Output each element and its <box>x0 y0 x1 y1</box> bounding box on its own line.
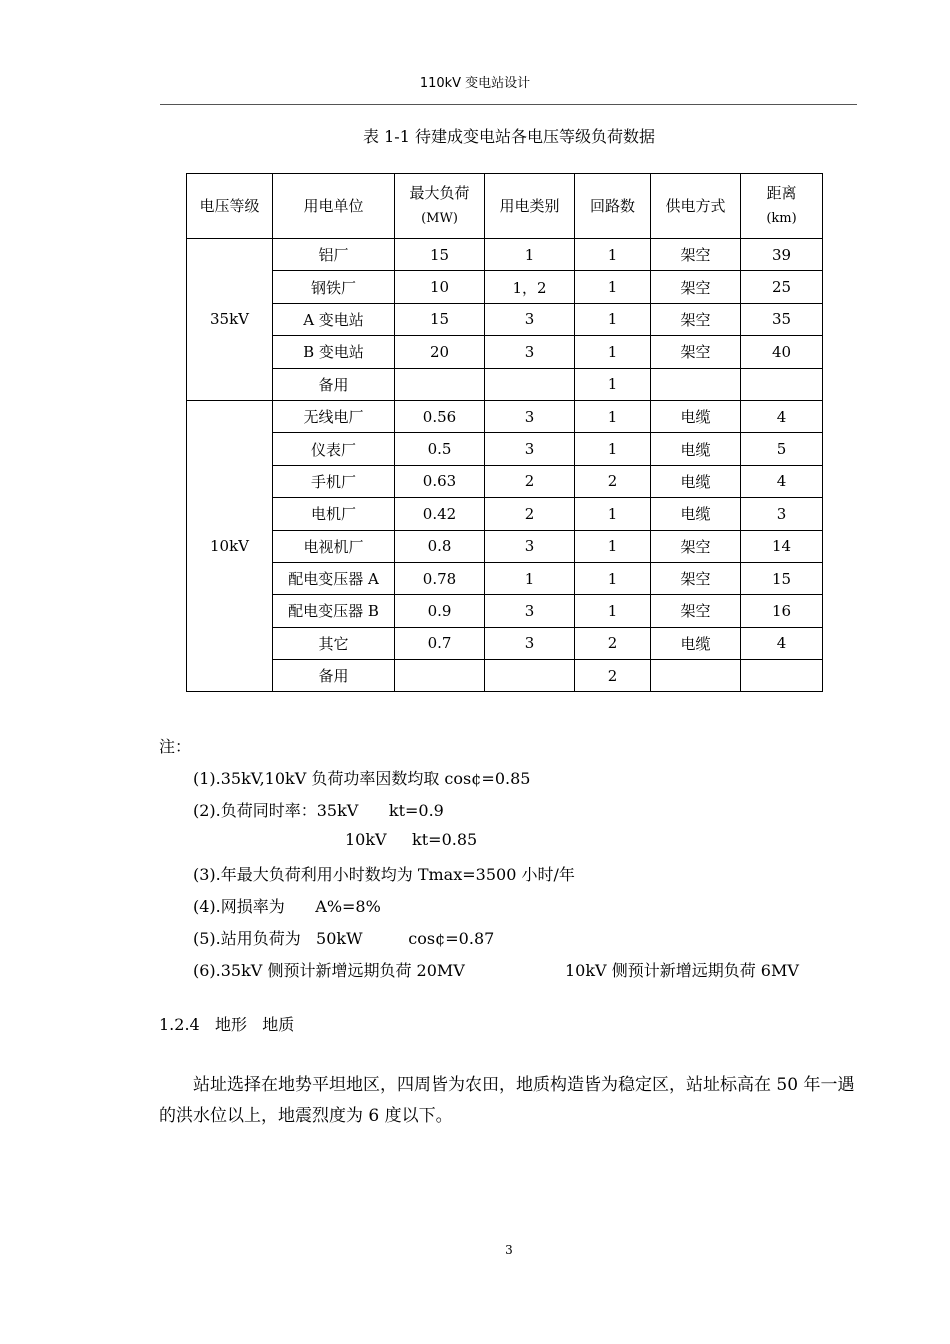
distance-cell: 40 <box>741 336 823 368</box>
category-cell: 2 <box>485 498 575 530</box>
maxload-cell <box>395 660 485 692</box>
maxload-cell: 15 <box>395 303 485 335</box>
unit-cell: 铝厂 <box>273 239 395 271</box>
circuits-cell: 1 <box>575 562 651 594</box>
table-row <box>187 303 823 335</box>
supply-cell: 架空 <box>651 303 741 335</box>
unit-cell: 电机厂 <box>273 498 395 530</box>
unit-cell: 配电变压器 B <box>273 595 395 627</box>
maxload-cell: 0.78 <box>395 562 485 594</box>
circuits-cell: 1 <box>575 530 651 562</box>
maxload-cell: 10 <box>395 271 485 303</box>
header-maxload-label: 最大负荷 <box>409 184 470 202</box>
circuits-cell: 1 <box>575 498 651 530</box>
circuits-cell: 2 <box>575 465 651 497</box>
table-row <box>187 271 823 303</box>
distance-cell: 39 <box>741 239 823 271</box>
section-heading: 1.2.4 地形 地质 <box>159 1015 295 1034</box>
unit-cell: A 变电站 <box>273 303 395 335</box>
maxload-cell: 0.9 <box>395 595 485 627</box>
distance-cell: 14 <box>741 530 823 562</box>
table-row <box>187 660 823 692</box>
supply-cell: 电缆 <box>651 433 741 465</box>
unit-cell: 其它 <box>273 627 395 659</box>
body-paragraph: 站址选择在地势平坦地区，四周皆为农田，地质构造皆为稳定区，站址标高在 50 年一遇的洪水位以上，地震烈度为 6 度以下。 <box>159 1075 855 1126</box>
distance-cell: 15 <box>741 562 823 594</box>
unit-cell: 备用 <box>273 368 395 400</box>
category-cell: 1 <box>485 239 575 271</box>
header-distance <box>741 174 823 239</box>
unit-cell: 钢铁厂 <box>273 271 395 303</box>
circuits-cell: 1 <box>575 400 651 432</box>
header-category: 用电类别 <box>485 174 575 239</box>
maxload-cell: 0.63 <box>395 465 485 497</box>
category-cell: 3 <box>485 595 575 627</box>
note-6: (6).35kV 侧预计新增远期负荷 20MV <box>193 961 465 980</box>
maxload-cell: 15 <box>395 239 485 271</box>
supply-cell: 架空 <box>651 562 741 594</box>
table-row <box>187 595 823 627</box>
circuits-cell: 1 <box>575 433 651 465</box>
notes-title: 注： <box>159 737 192 756</box>
page-number: 3 <box>505 1243 513 1257</box>
circuits-cell: 1 <box>575 595 651 627</box>
supply-cell: 电缆 <box>651 498 741 530</box>
maxload-cell: 0.8 <box>395 530 485 562</box>
table-row <box>187 530 823 562</box>
unit-cell: 备用 <box>273 660 395 692</box>
table-row <box>187 498 823 530</box>
table-row <box>187 239 823 271</box>
category-cell: 3 <box>485 433 575 465</box>
distance-cell <box>741 368 823 400</box>
header-rule <box>160 104 857 105</box>
category-cell: 1，2 <box>485 271 575 303</box>
unit-cell: 电视机厂 <box>273 530 395 562</box>
distance-cell: 5 <box>741 433 823 465</box>
distance-cell: 35 <box>741 303 823 335</box>
distance-cell: 3 <box>741 498 823 530</box>
category-cell <box>485 660 575 692</box>
category-cell: 3 <box>485 400 575 432</box>
category-cell: 1 <box>485 562 575 594</box>
unit-cell: B 变电站 <box>273 336 395 368</box>
note-5: (5).站用负荷为 50kW cos¢=0.87 <box>193 929 495 948</box>
header-unit: 用电单位 <box>273 174 395 239</box>
distance-cell: 25 <box>741 271 823 303</box>
circuits-cell: 2 <box>575 627 651 659</box>
supply-cell <box>651 660 741 692</box>
table-caption: 表 1-1 待建成变电站各电压等级负荷数据 <box>363 127 655 146</box>
table-row <box>187 465 823 497</box>
note-1: (1).35kV,10kV 负荷功率因数均取 cos¢=0.85 <box>193 769 531 788</box>
maxload-cell: 0.7 <box>395 627 485 659</box>
header-supply: 供电方式 <box>651 174 741 239</box>
supply-cell: 架空 <box>651 595 741 627</box>
distance-cell: 16 <box>741 595 823 627</box>
table-row <box>187 336 823 368</box>
header-distance-label: 距离 <box>766 184 797 202</box>
voltage-level-cell: 35kV <box>187 239 273 401</box>
distance-cell <box>741 660 823 692</box>
category-cell: 3 <box>485 627 575 659</box>
header-circuits: 回路数 <box>575 174 651 239</box>
note-2-continued: 10kV kt=0.85 <box>345 830 478 849</box>
supply-cell: 电缆 <box>651 627 741 659</box>
maxload-cell: 0.42 <box>395 498 485 530</box>
category-cell <box>485 368 575 400</box>
distance-cell: 4 <box>741 400 823 432</box>
unit-cell: 仪表厂 <box>273 433 395 465</box>
supply-cell: 电缆 <box>651 465 741 497</box>
maxload-cell: 0.56 <box>395 400 485 432</box>
supply-cell: 电缆 <box>651 400 741 432</box>
supply-cell: 架空 <box>651 530 741 562</box>
circuits-cell: 2 <box>575 660 651 692</box>
category-cell: 3 <box>485 303 575 335</box>
voltage-level-cell: 10kV <box>187 400 273 692</box>
note-2: (2).负荷同时率：35kV kt=0.9 <box>193 801 444 820</box>
category-cell: 3 <box>485 336 575 368</box>
note-3: (3).年最大负荷利用小时数均为 Tmax=3500 小时/年 <box>193 865 575 884</box>
circuits-cell: 1 <box>575 303 651 335</box>
supply-cell: 架空 <box>651 271 741 303</box>
header-distance-unit: (km) <box>766 211 797 226</box>
table-row <box>187 627 823 659</box>
note-6-continued: 10kV 侧预计新增远期负荷 6MV <box>565 961 799 980</box>
circuits-cell: 1 <box>575 239 651 271</box>
supply-cell: 架空 <box>651 336 741 368</box>
supply-cell <box>651 368 741 400</box>
load-data-table <box>186 173 823 692</box>
table-row <box>187 368 823 400</box>
category-cell: 3 <box>485 530 575 562</box>
distance-cell: 4 <box>741 465 823 497</box>
header-voltage: 电压等级 <box>187 174 273 239</box>
circuits-cell: 1 <box>575 271 651 303</box>
circuits-cell: 1 <box>575 368 651 400</box>
note-4: (4).网损率为 A%=8% <box>193 897 381 916</box>
table-header-row <box>187 174 823 239</box>
table-row <box>187 562 823 594</box>
header-maxload <box>395 174 485 239</box>
maxload-cell: 20 <box>395 336 485 368</box>
running-header: 110kV 变电站设计 <box>419 76 531 91</box>
maxload-cell <box>395 368 485 400</box>
unit-cell: 配电变压器 A <box>273 562 395 594</box>
supply-cell: 架空 <box>651 239 741 271</box>
distance-cell: 4 <box>741 627 823 659</box>
category-cell: 2 <box>485 465 575 497</box>
table-row <box>187 400 823 432</box>
unit-cell: 无线电厂 <box>273 400 395 432</box>
circuits-cell: 1 <box>575 336 651 368</box>
header-maxload-unit: (MW) <box>421 211 458 226</box>
maxload-cell: 0.5 <box>395 433 485 465</box>
unit-cell: 手机厂 <box>273 465 395 497</box>
table-row <box>187 433 823 465</box>
